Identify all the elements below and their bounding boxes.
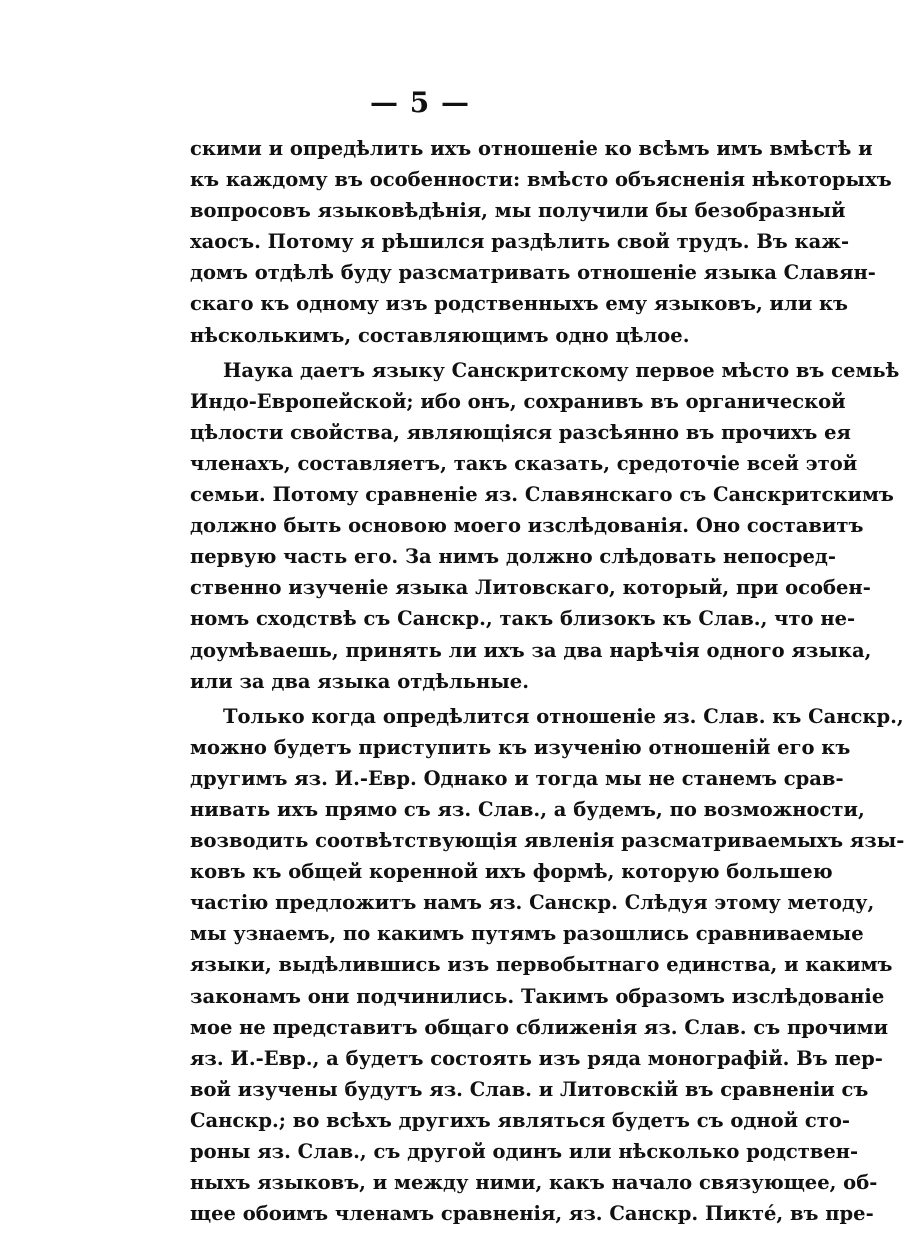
text-line: должно быть основою моего изслѣдованія. Оно составитъ	[190, 514, 864, 538]
text-line: другимъ яз. И.-Евр. Однако и тогда мы не станемъ срав-	[190, 766, 844, 790]
text-line: Только когда опредѣлится отношеніе яз. Слав. къ Санскр.,	[223, 704, 904, 728]
paragraph-2	[190, 355, 900, 697]
text-line: номъ сходствѣ съ Санскр., такъ близокъ къ Слав., что не-	[190, 607, 856, 631]
text-line: возводить соотвѣтствующія явленія разсматриваемыхъ язы-	[190, 829, 904, 853]
text-line: ственно изученіе языка Литовскаго, который, при особен-	[190, 576, 871, 600]
text-line: скими и опредѣлить ихъ отношеніе ко всѣмъ имъ вмѣстѣ и	[190, 137, 873, 160]
text-line: Санскр.; во всѣхъ другихъ являться будетъ съ одной сто-	[190, 1108, 850, 1132]
text-line: языки, выдѣлившись изъ первобытнаго единства, и какимъ	[190, 953, 893, 977]
text-line: доумѣваешь, принять ли ихъ за два нарѣчія одного языка,	[190, 638, 872, 662]
text-line: вой изучены будутъ яз. Слав. и Литовскій въ сравненіи съ	[190, 1077, 869, 1101]
text-line: семьи. Потому сравненіе яз. Славянскаго съ Санскритскимъ	[190, 483, 894, 507]
text-line: вопросовъ языковѣдѣнія, мы получили бы безобразный	[190, 199, 846, 223]
text-line: членахъ, составляетъ, такъ сказать, средоточіе всей этой	[190, 451, 858, 475]
text-line: частію предложитъ намъ яз. Санскр. Слѣдуя этому методу,	[190, 891, 875, 915]
text-line: къ каждому въ особенности: вмѣсто объясненія нѣкоторыхъ	[190, 168, 892, 192]
page-number: — 5 —	[370, 86, 470, 119]
text-line: мы узнаемъ, по какимъ путямъ разошлись сравниваемые	[190, 922, 864, 946]
text-line: или за два языка отдѣльные.	[190, 669, 530, 693]
text-line: хаосъ. Потому я рѣшился раздѣлить свой трудъ. Въ каж-	[190, 230, 850, 254]
text-line: ныхъ языковъ, и между ними, какъ начало связующее, об-	[190, 1171, 878, 1195]
text-line: роны яз. Слав., съ другой одинъ или нѣсколько родствен-	[190, 1140, 859, 1163]
paragraph-1	[190, 133, 892, 351]
text-line: законамъ они подчинились. Такимъ образомъ изслѣдованіе	[190, 984, 885, 1008]
text-line: ковъ къ общей коренной ихъ формѣ, которую большею	[190, 860, 833, 884]
paragraph-3	[190, 701, 904, 1230]
text-line: нивать ихъ прямо съ яз. Слав., а будемъ, по возможности,	[190, 797, 865, 821]
text-line: щее обоимъ членамъ сравненія, яз. Санскр. Пиктé, въ пре-	[190, 1202, 874, 1226]
text-line: домъ отдѣлѣ буду разсматривать отношеніе языка Славян-	[190, 261, 876, 285]
text-line: яз. И.-Евр., а будетъ состоять изъ ряда монографій. Въ пер-	[190, 1046, 883, 1070]
text-line: первую часть его. За нимъ должно слѣдовать непосред-	[190, 545, 836, 569]
text-line: скаго къ одному изъ родственныхъ ему языковъ, или къ	[190, 292, 849, 316]
text-line: можно будетъ приступить къ изученію отношеній его къ	[190, 735, 851, 759]
text-line: Индо-Европейской; ибо онъ, сохранивъ въ органической	[190, 389, 846, 413]
text-line: цѣлости свойства, являющіяся разсѣянно въ прочихъ ея	[190, 420, 851, 444]
body-text	[190, 133, 904, 1233]
text-line: мое не представитъ общаго сближенія яз. Слав. съ прочими	[190, 1015, 889, 1039]
text-line: Наука даетъ языку Санскритскому первое мѣсто въ семьѣ	[223, 358, 900, 382]
text-line: нѣсколькимъ, составляющимъ одно цѣлое.	[190, 323, 690, 347]
